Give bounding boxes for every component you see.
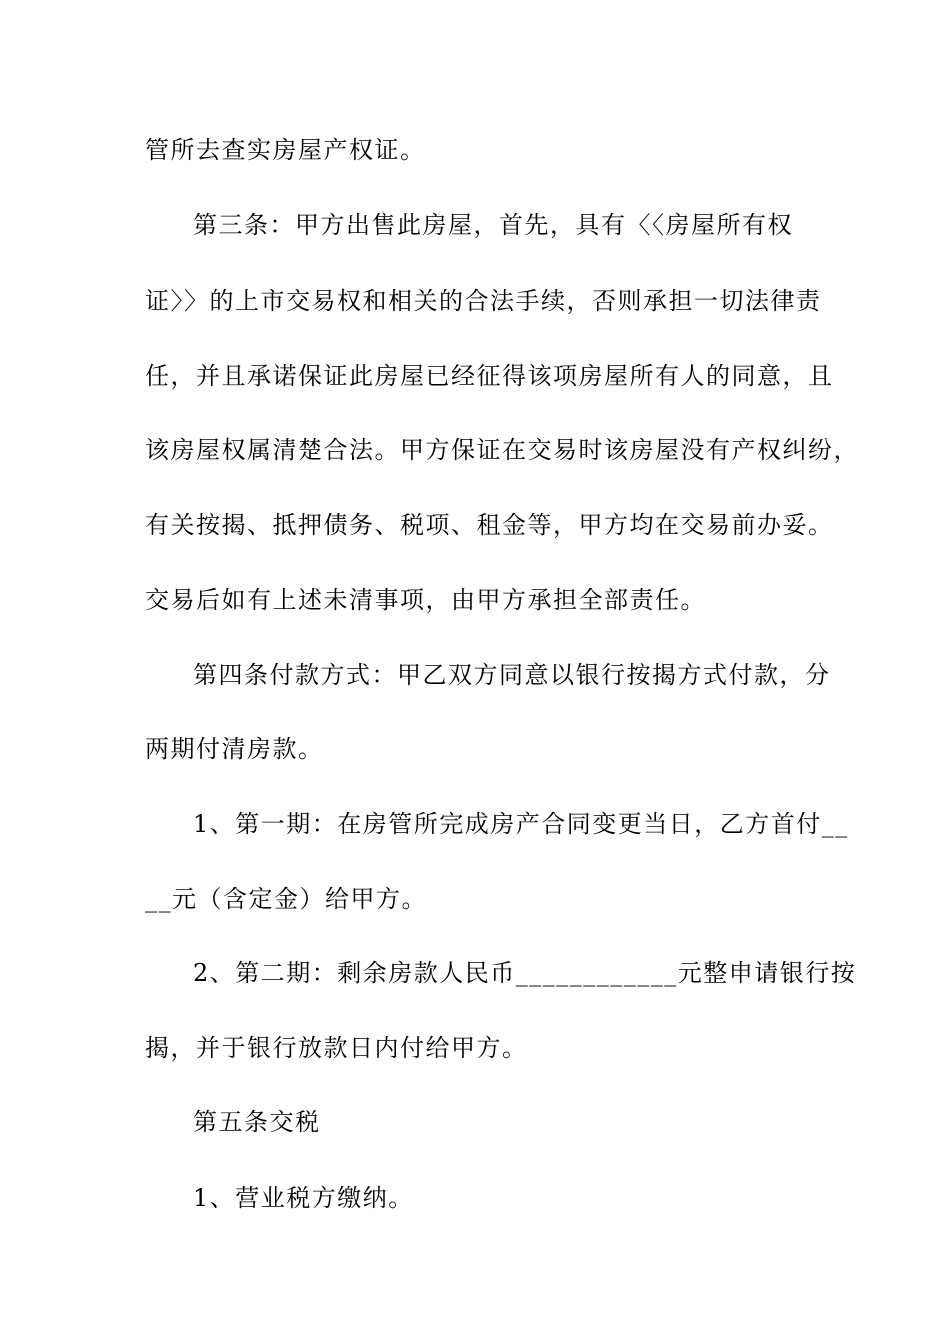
text-line: 揭，并于银行放款日内付给甲方。 xyxy=(145,1034,528,1062)
text-line: 1、营业税方缴纳。 xyxy=(193,1184,414,1212)
text-line: 第五条交税 xyxy=(193,1108,321,1136)
text-line: 第四条付款方式：甲乙双方同意以银行按揭方式付款，分 xyxy=(193,661,831,689)
text-line: 管所去查实房屋产权证。 xyxy=(145,136,426,164)
text-line: 该房屋权属清楚合法。甲方保证在交易时该房屋没有产权纠纷， xyxy=(145,436,859,464)
text-line: 证〉〉的上市交易权和相关的合法手续，否则承担一切法律责 xyxy=(145,287,822,315)
text-line: 任，并且承诺保证此房屋已经征得该项房屋所有人的同意，且 xyxy=(145,362,834,390)
text-line: 1、第一期：在房管所完成房产合同变更当日，乙方首付__ xyxy=(193,810,849,838)
text-line: 有关按揭、抵押债务、税项、租金等，甲方均在交易前办妥。 xyxy=(145,511,834,539)
text-line: __元（含定金）给甲方。 xyxy=(145,885,427,913)
text-line: 交易后如有上述未清事项，由甲方承担全部责任。 xyxy=(145,586,706,614)
text-line: 第三条：甲方出售此房屋，首先，具有〈〈房屋所有权 xyxy=(193,211,793,239)
text-line: 2、第二期：剩余房款人民币____________元整申请银行按 xyxy=(193,959,857,987)
text-line: 两期付清房款。 xyxy=(145,735,324,763)
